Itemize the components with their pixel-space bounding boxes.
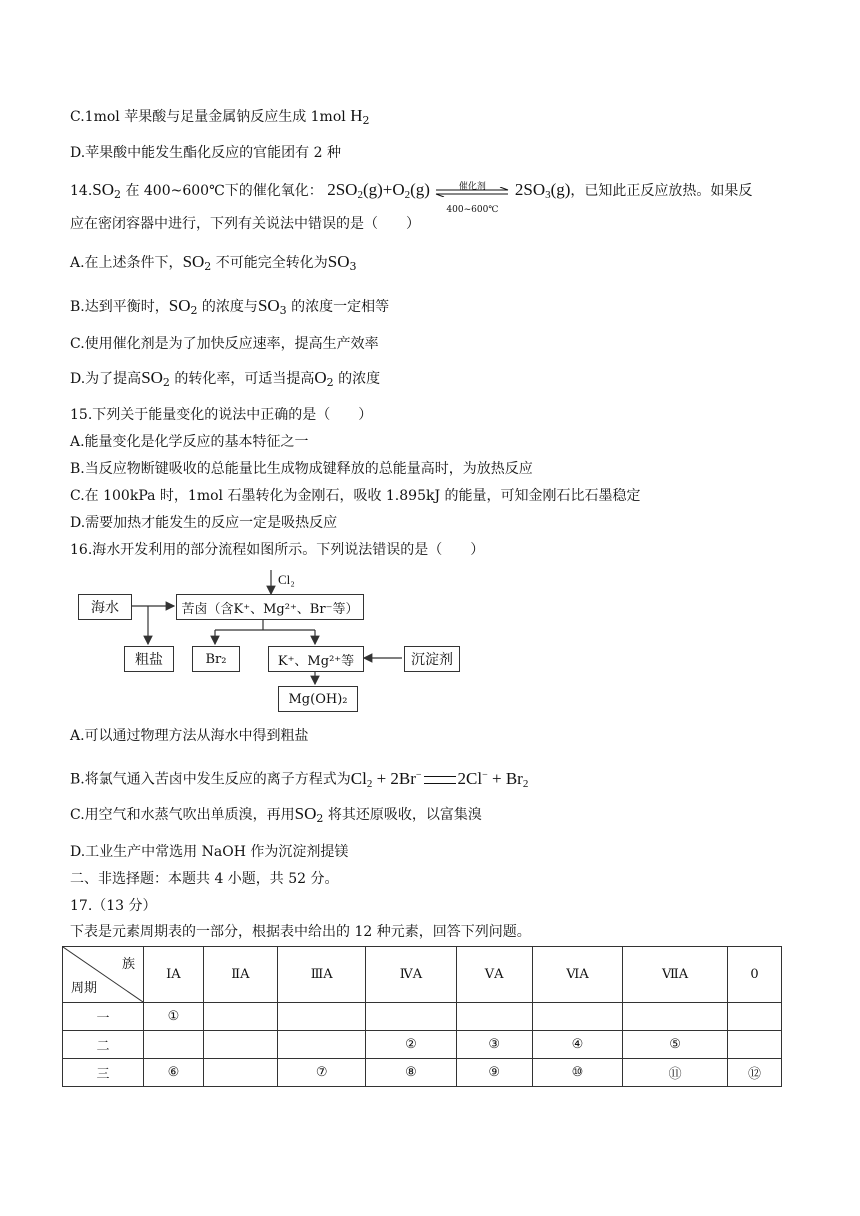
table-cell: ⑥ [144, 1059, 204, 1087]
q15-option-b: B.当反应物断键吸收的总能量比生成物成键释放的总能量高时，为放热反应 [70, 461, 533, 477]
q14-option-c: C.使用催化剂是为了加快反应速率，提高生产效率 [70, 336, 379, 352]
table-cell: ⑧ [366, 1059, 456, 1087]
period-label: 二 [63, 1031, 144, 1059]
q14-option-a: A.在上述条件下，$SO_2$ 不可能完全转化为$SO_3$ [70, 252, 357, 273]
table-row [63, 1003, 782, 1031]
table-cell [456, 1003, 532, 1031]
period-label: 三 [63, 1059, 144, 1087]
flow-br2: Br₂ [192, 646, 240, 672]
flow-brine: 苦卤（含K⁺、Mg²⁺、Br⁻等） [176, 594, 364, 620]
table-cell [532, 1003, 622, 1031]
table-cell: ⑨ [456, 1059, 532, 1087]
group-header: ⅦA [623, 947, 728, 1003]
table-cell: ③ [456, 1031, 532, 1059]
table-row [63, 1031, 782, 1059]
table-cell [203, 1059, 277, 1087]
q15-stem: 15.下列关于能量变化的说法中正确的是（ ） [70, 407, 373, 423]
flow-crude-salt: 粗盐 [124, 646, 174, 672]
table-cell: ⑩ [532, 1059, 622, 1087]
q14-stem-line1: $14.SO_2$ 在 400~600℃下的催化氧化： $2SO_2(g)+O_2(g)$ 催化剂 400~600℃ $2SO_3(g)$，已知此正反应放热。如果反 [70, 180, 753, 215]
group-header: ⅠA [144, 947, 204, 1003]
q14-option-b: B.达到平衡时，$SO_2$ 的浓度与$SO_3$ 的浓度一定相等 [70, 296, 390, 317]
group-header: ⅥA [532, 947, 622, 1003]
table-cell [727, 1003, 781, 1031]
group-header: 0 [727, 947, 781, 1003]
q13-option-d: D.苹果酸中能发生酯化反应的官能团有 2 种 [70, 145, 341, 161]
table-cell [203, 1003, 277, 1031]
table-header-row [63, 947, 782, 1003]
flow-cl2-label: Cl₂ [278, 572, 295, 587]
q16-stem: 16.海水开发利用的部分流程如图所示。下列说法错误的是（ ） [70, 542, 485, 558]
periodic-table-excerpt [62, 946, 782, 1087]
table-cell [144, 1031, 204, 1059]
table-cell: ④ [532, 1031, 622, 1059]
q16-option-c: C.用空气和水蒸气吹出单质溴，再用$SO_2$ 将其还原吸收，以富集溴 [70, 804, 482, 825]
table-cell [366, 1003, 456, 1031]
table-corner-cell: 族 周期 [63, 947, 144, 1003]
q15-option-c: C.在 100kPa 时，1mol 石墨转化为金刚石，吸收 1.895kJ 的能量，可知金刚石比石墨稳定 [70, 488, 641, 504]
q15-option-d: D.需要加热才能发生的反应一定是吸热反应 [70, 515, 338, 531]
q16-option-a: A.可以通过物理方法从海水中得到粗盐 [70, 728, 309, 744]
table-cell [623, 1003, 728, 1031]
q17-intro: 下表是元素周期表的一部分，根据表中给出的 12 种元素，回答下列问题。 [70, 924, 531, 940]
q15-option-a: A.能量变化是化学反应的基本特征之一 [70, 434, 309, 450]
flow-precipitant: 沉淀剂 [404, 646, 460, 672]
table-cell [727, 1031, 781, 1059]
q16-flowchart [70, 566, 490, 716]
table-cell: ⑤ [623, 1031, 728, 1059]
q13-option-c: C.1mol 苹果酸与足量金属钠反应生成 1mol $H_2$ [70, 106, 370, 127]
reversible-arrow-icon: 催化剂 400~600℃ [434, 181, 510, 201]
q14-stem-line2: 应在密闭容器中进行，下列有关说法中错误的是（ ） [70, 216, 420, 232]
table-cell [277, 1031, 365, 1059]
group-header: ⅤA [456, 947, 532, 1003]
table-cell: ① [144, 1003, 204, 1031]
flow-ions: K⁺、Mg²⁺等 [268, 646, 364, 672]
table-cell: ⑦ [277, 1059, 365, 1087]
table-cell: ⑪ [623, 1059, 728, 1087]
period-label: 一 [63, 1003, 144, 1031]
table-cell [203, 1031, 277, 1059]
group-header: ⅣA [366, 947, 456, 1003]
group-header: ⅡA [203, 947, 277, 1003]
group-header: ⅢA [277, 947, 365, 1003]
q16-option-d: D.工业生产中常选用 NaOH 作为沉淀剂提镁 [70, 844, 349, 860]
table-cell: ⑫ [727, 1059, 781, 1087]
table-cell [277, 1003, 365, 1031]
q16-option-b: B.将氯气通入苦卤中发生反应的离子方程式为$Cl_2 + 2Br^-$ $2Cl^- + Br_2$ [70, 768, 529, 790]
flow-seawater: 海水 [78, 594, 132, 620]
q14-equation: $2SO_2(g)+O_2(g)$ [327, 180, 430, 201]
flow-mgoh2: Mg(OH)₂ [278, 686, 358, 712]
table-cell: ② [366, 1031, 456, 1059]
q14-option-d: D.为了提高$SO_2$ 的转化率，可适当提高$O_2$ 的浓度 [70, 368, 381, 389]
table-row [63, 1059, 782, 1087]
q17-number: 17.（13 分） [70, 898, 157, 914]
section-two-heading: 二、非选择题：本题共 4 小题，共 52 分。 [70, 871, 339, 887]
equals-arrow-icon [424, 776, 456, 784]
